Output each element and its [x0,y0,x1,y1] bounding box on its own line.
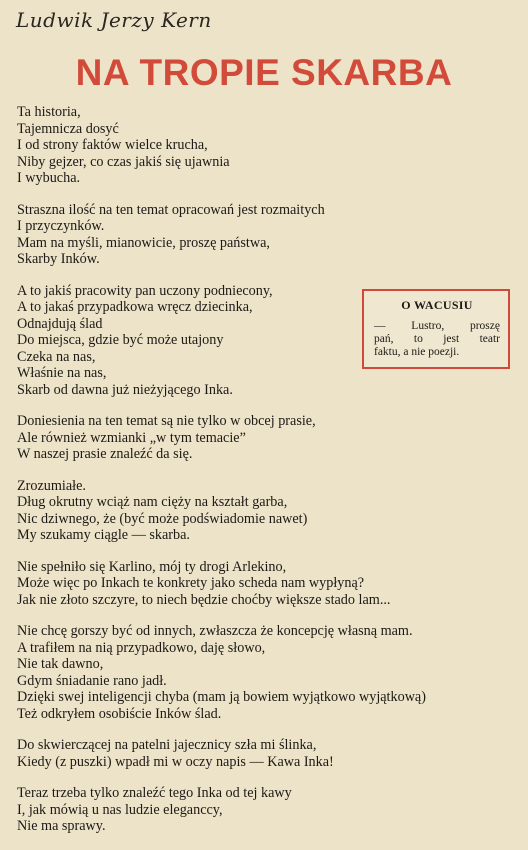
poem-line: Do skwierczącej na patelni jajecznicy szła mi ślinka, [17,737,317,753]
poem-line: I od strony faktów wielce krucha, [17,137,208,153]
poem-line: W naszej prasie znaleźć da się. [17,446,193,462]
stanza [17,478,522,544]
poem-line: Kiedy (z puszki) wpadł mi w oczy napis — Kawa Inka! [17,753,334,770]
stanza [17,623,522,722]
poem-line: My szukamy ciągle — skarba. [17,527,190,543]
sidebar-box-line: faktu, a nie poezji. [374,346,460,358]
poem-line: A to jakiś pracowity pan uczony podniecony, [17,282,273,299]
poem-line: Mam na myśli, mianowicie, proszę państwa, [17,234,270,251]
poem-line: Zrozumiałe. [17,477,86,494]
stanza [17,202,522,268]
poem-line: Nic dziwnego, że (być może podświadomie nawet) [17,510,308,527]
poem-line: Może więc po Inkach te konkrety jako scheda nam wypłyną? [17,575,365,591]
poem-line: Dług okrutny wciąż nam cięży na kształt garba, [17,494,288,510]
poem-line: Czeka na nas, [17,348,96,365]
stanza [17,785,522,835]
stanza [17,559,522,609]
poem-line: Odnajdują ślad [17,315,103,332]
poem-line: Jak nie złoto szczyre, to niech będzie choćby większe stado lam... [17,591,391,608]
poem-line: Skarby Inków. [17,251,100,267]
sidebar-box-line: — Lustro, proszę [374,320,500,332]
poem-line: Skarb od dawna już nieżyjącego Inka. [17,381,233,398]
poem-line: Nie chcę gorszy być od innych, zwłaszcza że koncepcję własną mam. [17,623,413,639]
stanza [17,413,522,463]
author-name: Ludwik Jerzy Kern [16,8,212,32]
poem-line: Tajemnicza dosyć [17,120,119,137]
poem [17,104,522,850]
poem-line: Do miejsca, gdzie być może utajony [17,332,224,348]
poem-line: Ale również wzmianki „w tym temacie” [17,429,246,446]
sidebar-box-title: O WACUSIU [401,298,473,312]
stanza [17,104,522,187]
poem-line: Nie spełniło się Karlino, mój ty drogi Arlekino, [17,558,287,575]
poem-line: I, jak mówią u nas ludzie eleganccy, [17,801,223,818]
poem-line: Doniesienia na ten temat są nie tylko w obcej prasie, [17,413,316,429]
poem-line: Dzięki swej inteligencji chyba (mam ją bowiem wyjątkowo wyjątkową) [17,689,426,705]
sidebar-box-text [374,320,500,359]
poem-line: Nie tak dawno, [17,656,104,672]
poem-line: I wybucha. [17,170,81,186]
article-title: NA TROPIE SKARBA [75,52,453,93]
sidebar-box [362,289,510,369]
poem-line: Właśnie na nas, [17,365,107,381]
poem-line: I przyczynków. [17,218,105,234]
poem-line: Nie ma sprawy. [17,818,106,834]
poem-line: Gdym śniadanie rano jadł. [17,672,167,689]
sidebar-box-line: pań, to jest teatr [374,333,500,345]
stanza [17,737,522,770]
poem-line: Niby gejzer, co czas jakiś się ujawnia [17,153,230,170]
poem-line: Teraz trzeba tylko znaleźć tego Inka od tej kawy [17,785,292,801]
poem-line: A trafiłem na nią przypadkowo, daję słowo, [17,639,266,656]
poem-line: Ta historia, [17,104,81,120]
poem-line: A to jakaś przypadkowa wręcz dziecinka, [17,299,253,315]
poem-line: Też odkryłem osobiście Inków ślad. [17,705,222,722]
poem-line: Straszna ilość na ten temat opracowań jest rozmaitych [17,201,325,218]
